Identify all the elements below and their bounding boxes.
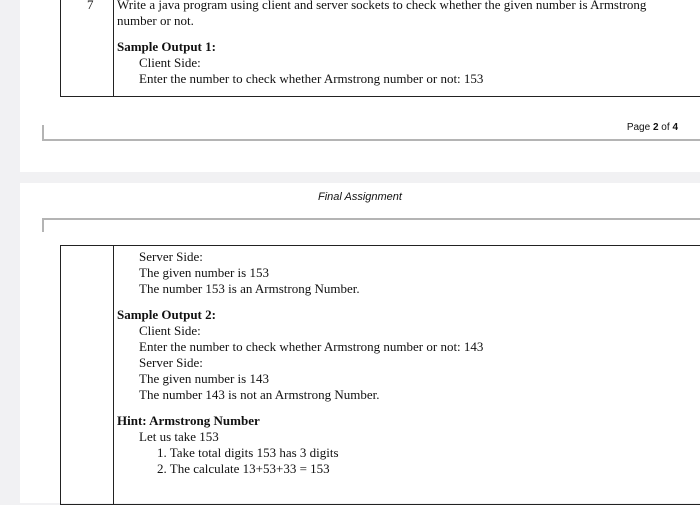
question-number: 7 [87, 0, 94, 12]
server-side-label-2: Server Side: [139, 355, 203, 370]
number-column [61, 0, 114, 96]
footer-frame-line [42, 139, 700, 141]
document-page-3 [20, 183, 700, 503]
given-number-153: The given number is 153 [139, 265, 269, 280]
sample-output-2-heading: Sample Output 2: [117, 307, 216, 322]
question-table [60, 0, 700, 97]
number-column [61, 246, 114, 504]
answer-table-continued [60, 245, 700, 505]
armstrong-result-153: The number 153 is an Armstrong Number. [139, 281, 360, 296]
hint-heading: Hint: Armstrong Number [117, 413, 260, 428]
client-side-label-2: Client Side: [139, 323, 201, 338]
page-total: 4 [672, 122, 678, 133]
footer-corner-mark [42, 125, 44, 139]
armstrong-result-143: The number 143 is not an Armstrong Number. [139, 387, 380, 402]
hint-step-2: 2. The calculate 13+53+33 = 153 [157, 461, 330, 476]
given-number-143: The given number is 143 [139, 371, 269, 386]
document-page-2 [20, 0, 700, 172]
hint-step-1: 1. Take total digits 153 has 3 digits [157, 445, 339, 460]
question-content [117, 0, 700, 87]
page-number: Page 2 of 4 [626, 122, 678, 133]
hint-intro: Let us take 153 [139, 429, 219, 444]
client-prompt-143: Enter the number to check whether Armstrong number or not: 143 [139, 339, 484, 354]
continued-content [117, 249, 700, 477]
client-side-label: Client Side: [139, 55, 201, 70]
question-text-line-1: Write a java program using client and server sockets to check whether the given number is Armstrong [117, 0, 647, 12]
page-header-title: Final Assignment [318, 191, 402, 203]
header-corner-mark [42, 218, 44, 232]
question-text-line-2: number or not. [117, 13, 194, 28]
server-side-label-1: Server Side: [139, 249, 203, 264]
client-prompt-153: Enter the number to check whether Armstrong number or not: 153 [139, 71, 484, 86]
sample-output-1-heading: Sample Output 1: [117, 39, 216, 54]
header-frame-line [42, 218, 700, 220]
page-current: 2 [652, 122, 659, 133]
